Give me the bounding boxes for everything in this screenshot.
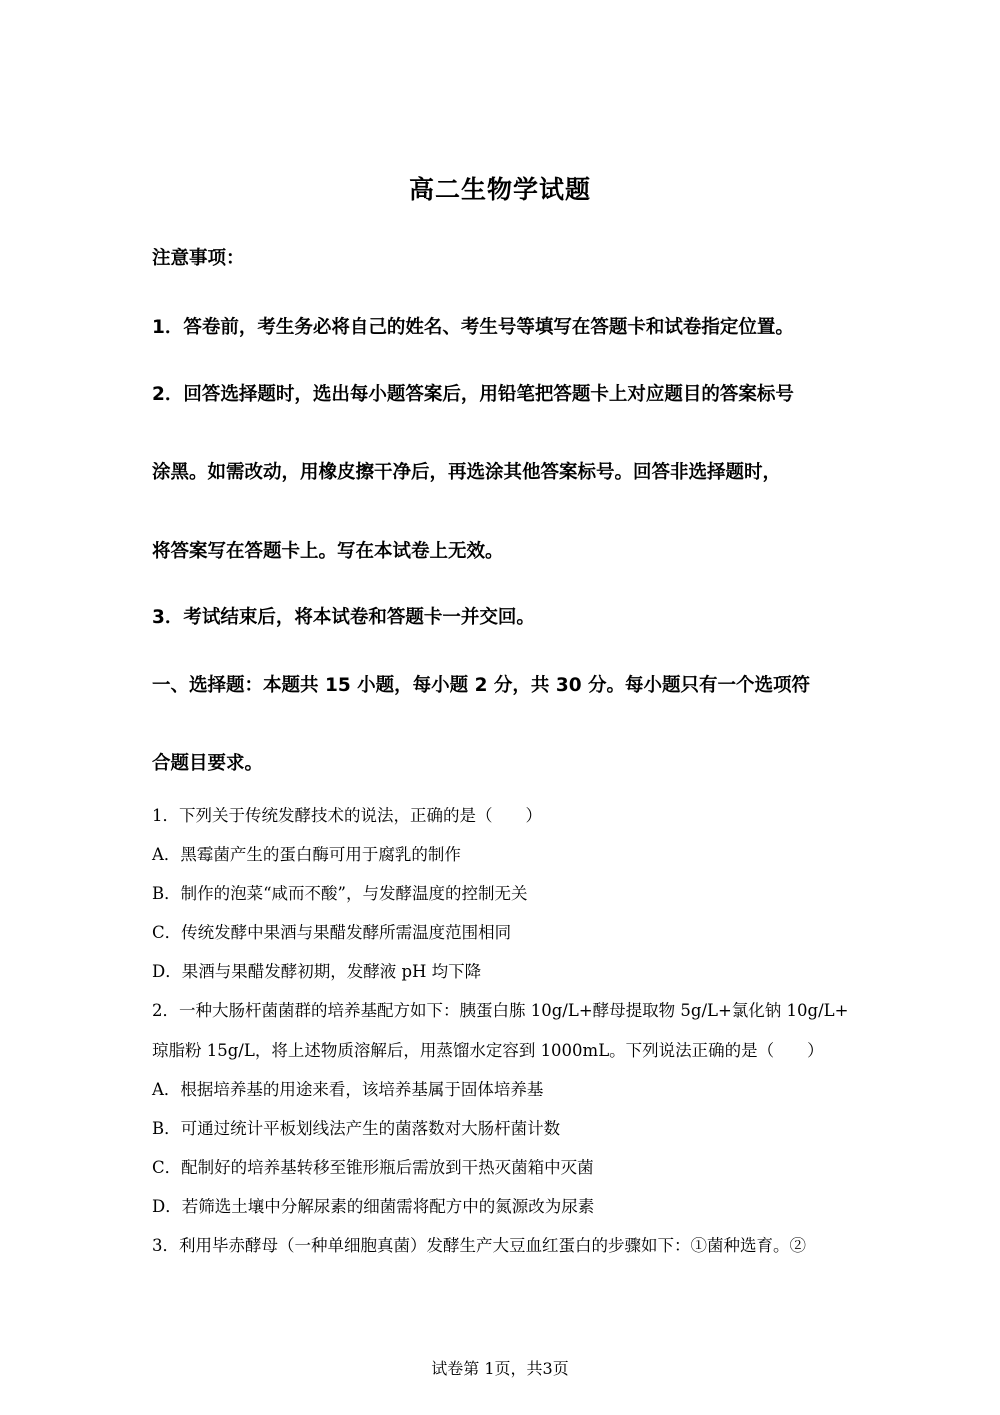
question-1-stem: 1．下列关于传统发酵技术的说法，正确的是（ ） — [152, 806, 542, 825]
question-1-option-a: A．黑霉菌产生的蛋白酶可用于腐乳的制作 — [152, 845, 461, 864]
notice-heading: 注意事项： — [152, 248, 245, 269]
question-2-stem-line-2: 琼脂粉 15g/L，将上述物质溶解后，用蒸馏水定容到 1000mL。下列说法正确的是（ ） — [152, 1041, 824, 1060]
notice-item-2-line-1: 2．回答选择题时，选出每小题答案后，用铅笔把答题卡上对应题目的答案标号 — [152, 384, 794, 405]
question-1-option-c: C．传统发酵中果酒与果醋发酵所需温度范围相同 — [152, 923, 512, 942]
notice-item-2-line-3: 将答案写在答题卡上。写在本试卷上无效。 — [152, 541, 504, 562]
section-heading-line-2: 合题目要求。 — [152, 753, 264, 774]
question-1-option-b: B．制作的泡菜“咸而不酸”，与发酵温度的控制无关 — [152, 884, 528, 903]
document-title: 高二生物学试题 — [408, 175, 591, 204]
question-2-option-a: A．根据培养基的用途来看，该培养基属于固体培养基 — [152, 1080, 544, 1099]
notice-item-3: 3．考试结束后，将本试卷和答题卡一并交回。 — [152, 607, 535, 628]
question-2-option-c: C．配制好的培养基转移至锥形瓶后需放到干热灭菌箱中灭菌 — [152, 1158, 594, 1177]
question-3-stem-line-1: 3．利用毕赤酵母（一种单细胞真菌）发酵生产大豆血红蛋白的步骤如下：①菌种选育。② — [152, 1236, 806, 1255]
question-2-option-d: D．若筛选土壤中分解尿素的细菌需将配方中的氮源改为尿素 — [152, 1197, 595, 1216]
page-footer: 试卷第 1页，共3页 — [431, 1359, 569, 1378]
question-1-option-d: D．果酒与果醋发酵初期，发酵液 pH 均下降 — [152, 962, 482, 981]
section-heading-line-1: 一、选择题：本题共 15 小题，每小题 2 分，共 30 分。每小题只有一个选项符 — [152, 675, 811, 696]
question-2-option-b: B．可通过统计平板划线法产生的菌落数对大肠杆菌计数 — [152, 1119, 561, 1138]
notice-item-1: 1．答卷前，考生务必将自己的姓名、考生号等填写在答题卡和试卷指定位置。 — [152, 317, 794, 338]
question-2-stem-line-1: 2．一种大肠杆菌菌群的培养基配方如下：胰蛋白胨 10g/L+酵母提取物 5g/L+氯化钠 10g/L+ — [152, 1001, 849, 1020]
notice-item-2-line-2: 涂黑。如需改动，用橡皮擦干净后，再选涂其他答案标号。回答非选择题时， — [152, 462, 782, 483]
